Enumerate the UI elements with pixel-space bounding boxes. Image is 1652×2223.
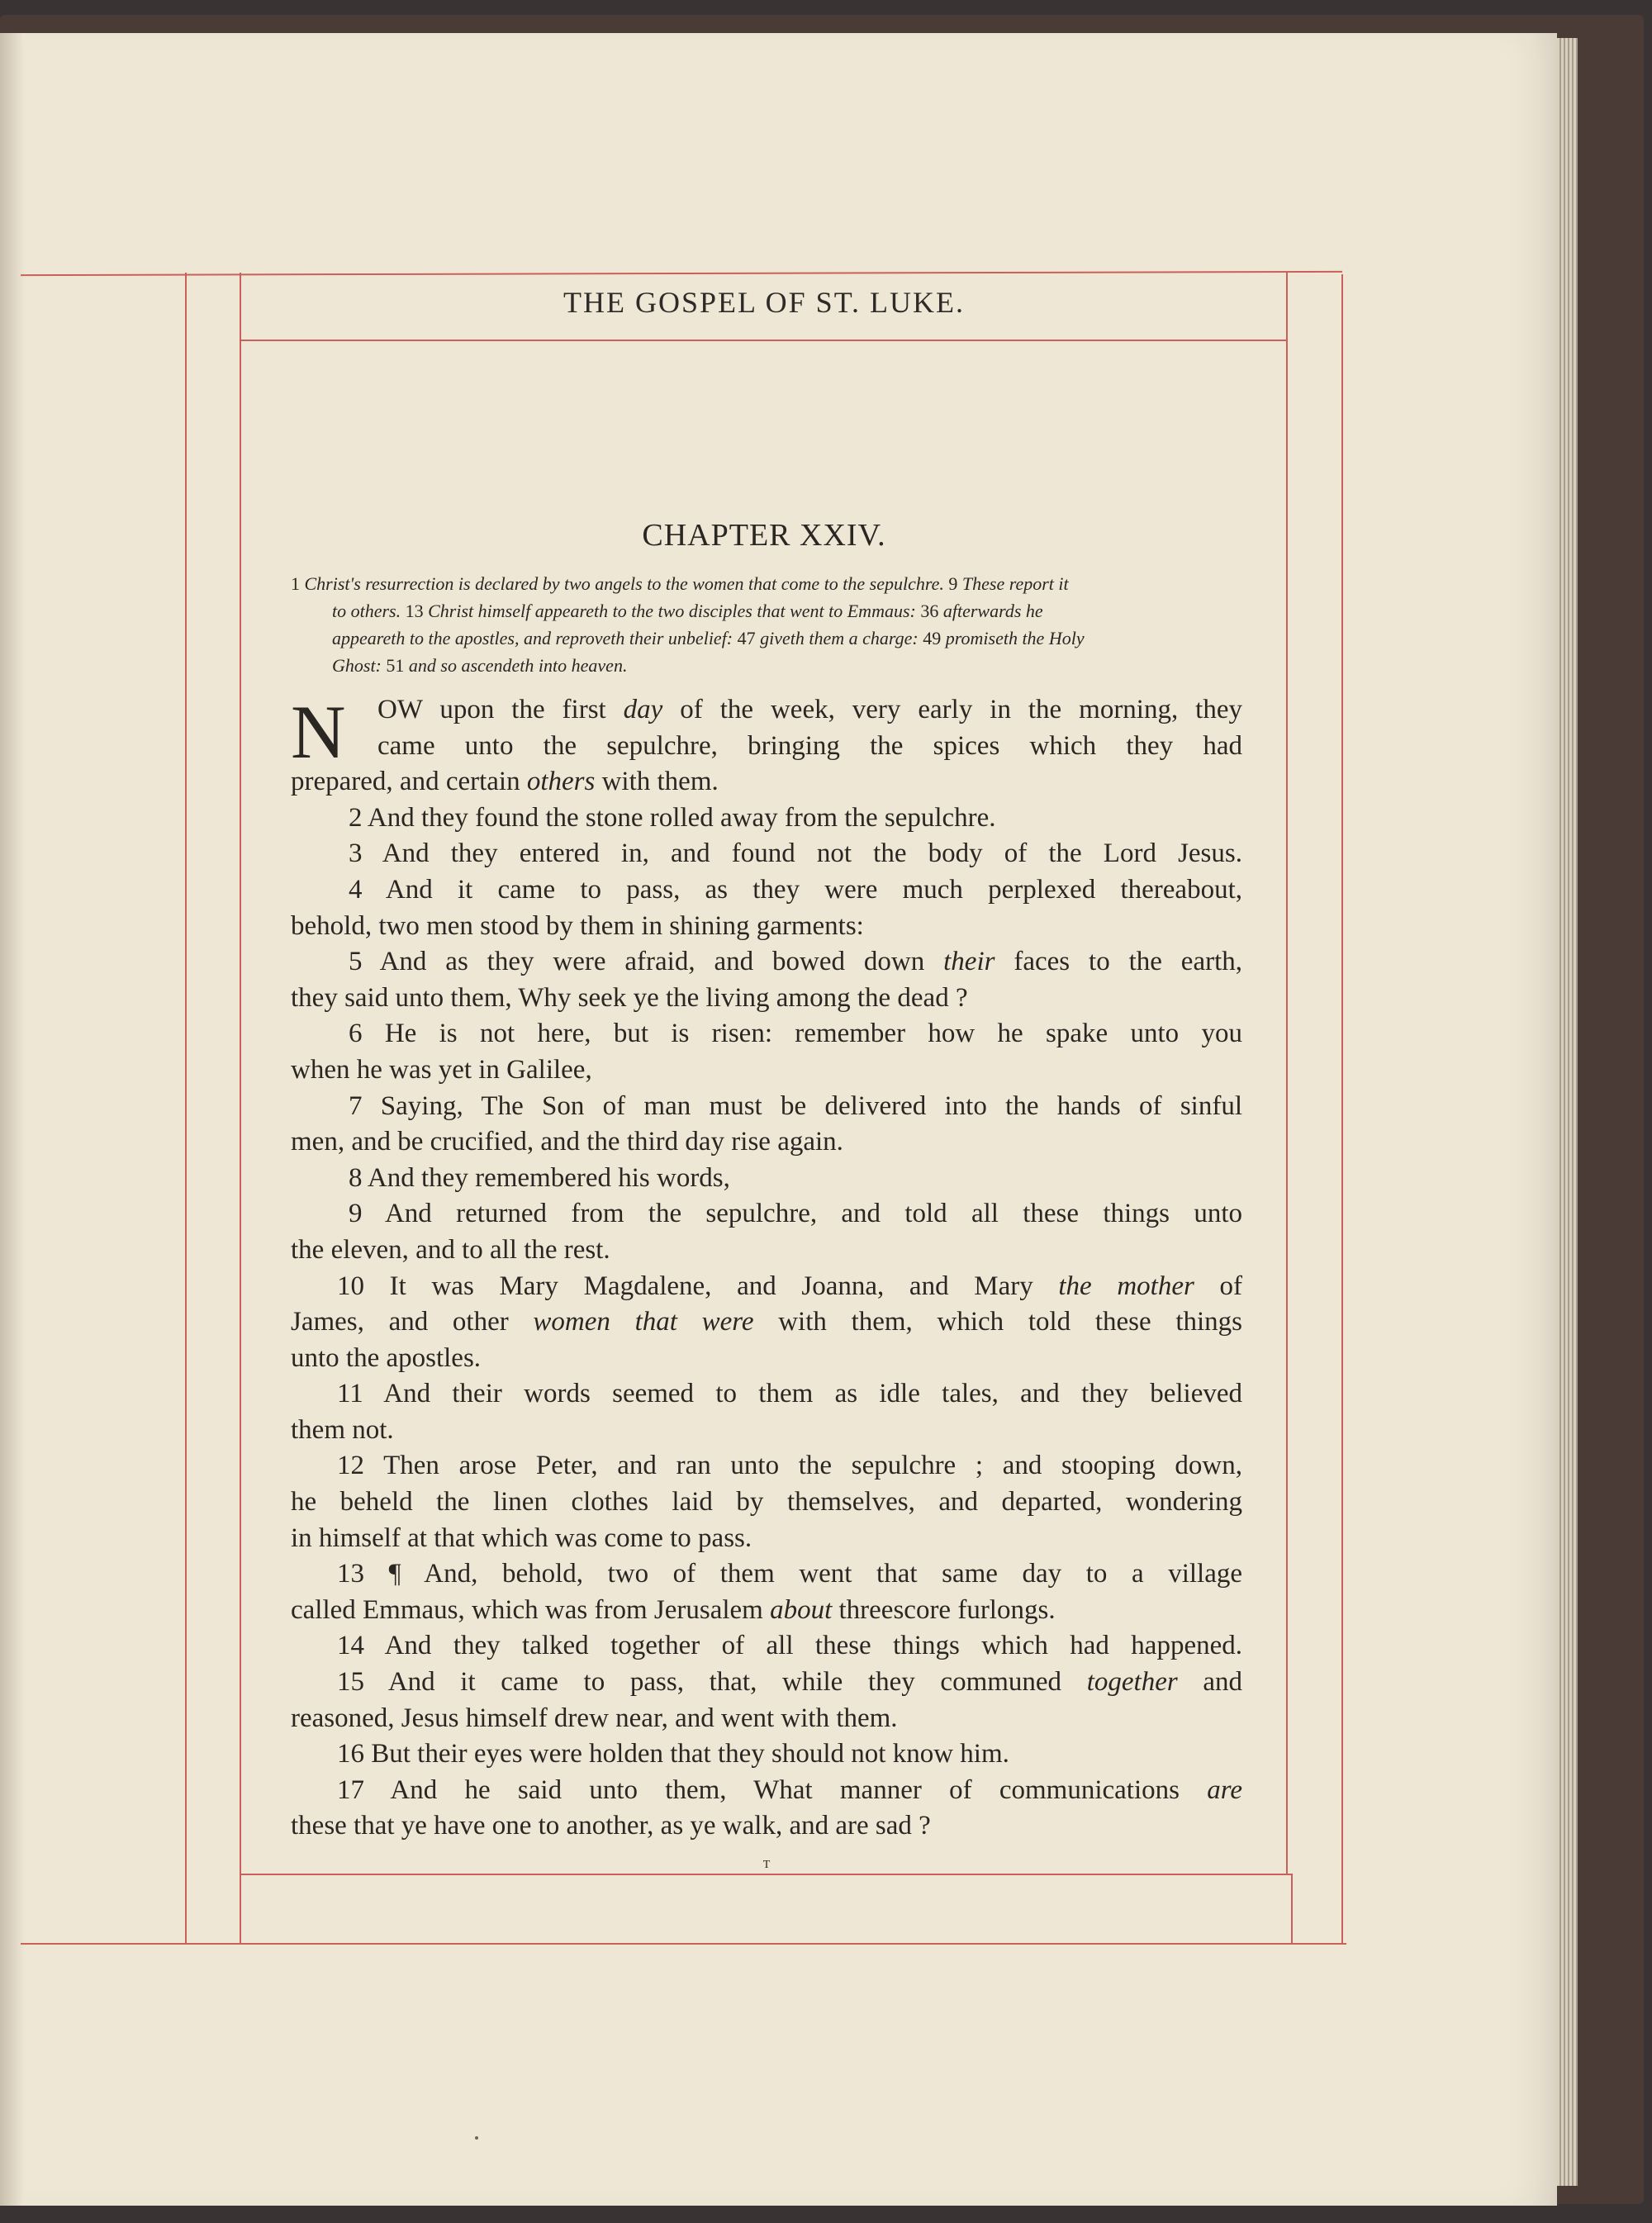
- italic-text: others: [526, 767, 596, 797]
- text: 47: [737, 628, 761, 648]
- verse-line: [291, 1808, 1242, 1845]
- verse-line: [291, 1628, 1242, 1665]
- verse-line: [291, 1701, 1242, 1737]
- text: 49: [923, 628, 946, 648]
- text: 14 And they talked together of all these things which had happened.: [337, 1631, 1242, 1661]
- verse-line: [291, 1376, 1242, 1413]
- italic-text: promiseth the Holy: [945, 628, 1085, 648]
- text: in himself at that which was come to pass.: [291, 1522, 752, 1553]
- text: 16 But their eyes were holden that they should not know him.: [337, 1739, 1009, 1769]
- verse-line: [291, 800, 1242, 837]
- text: 10 It was Mary Magdalene, and Joanna, and Mary: [337, 1271, 1059, 1301]
- verse-line: [291, 729, 1242, 765]
- text: 15 And it came to pass, that, while they communed: [337, 1667, 1087, 1698]
- verse-body: [291, 692, 1242, 1845]
- verse-line: [291, 1341, 1242, 1377]
- chapter-summary: [291, 570, 1241, 679]
- verse-line: [291, 1593, 1242, 1629]
- footer-divider: [241, 1874, 1292, 1875]
- verse-line: [291, 1521, 1242, 1557]
- italic-text: giveth them a charge:: [760, 628, 923, 648]
- text: with them.: [595, 767, 719, 797]
- signature-mark: T: [762, 1859, 771, 1871]
- verse-line: [291, 1665, 1242, 1701]
- text: 5 And as they were afraid, and bowed down: [349, 947, 944, 977]
- text: 3 And they entered in, and found not the body of the Lord Jesus.: [349, 838, 1242, 869]
- border-bottom: [21, 1943, 1346, 1945]
- border-right-outer: [1341, 274, 1343, 1943]
- text: 6 He is not here, but is risen: remember how he spake unto you: [349, 1019, 1242, 1049]
- text: reasoned, Jesus himself drew near, and went with them.: [291, 1703, 898, 1733]
- border-left-outer: [185, 273, 187, 1943]
- summary-line: [291, 570, 1241, 597]
- text: threescore furlongs.: [832, 1594, 1056, 1625]
- text: 13: [405, 601, 429, 621]
- verse-line: [291, 1304, 1242, 1341]
- verse-line: [291, 692, 1242, 729]
- verse-line: [291, 909, 1242, 945]
- verse-line: [291, 1269, 1242, 1305]
- verse-line: [291, 1736, 1242, 1773]
- chapter-title: CHAPTER XXIV.: [642, 518, 886, 553]
- text: came unto the sepulchre, bringing the spices which they had: [377, 730, 1242, 761]
- text: faces to the earth,: [995, 947, 1243, 977]
- verse-line: [291, 1124, 1242, 1161]
- text: 11 And their words seemed to them as idle tales, and they believed: [337, 1379, 1242, 1409]
- verse-line: [291, 764, 1242, 800]
- verse-line: [291, 1773, 1242, 1809]
- verse-line: [291, 1556, 1242, 1593]
- text: 51: [386, 655, 409, 676]
- verse-line: [291, 872, 1242, 909]
- text: with them, which told these things: [753, 1307, 1243, 1337]
- verse-line: [291, 1016, 1242, 1052]
- italic-text: afterwards he: [942, 601, 1043, 621]
- text: 7 Saying, The Son of man must be delivered into the hands of sinful: [349, 1090, 1242, 1121]
- text: they said unto them, Why seek ye the living among the dead ?: [291, 982, 968, 1013]
- italic-text: to others.: [332, 601, 406, 621]
- drop-cap: N: [291, 690, 346, 774]
- text: 17 And he said unto them, What manner of communications: [337, 1774, 1208, 1805]
- text: prepared, and certain: [291, 767, 527, 797]
- running-head: THE GOSPEL OF ST. LUKE.: [563, 286, 965, 319]
- text: unto the apostles.: [291, 1342, 482, 1373]
- text: called Emmaus, which was from Jerusalem: [291, 1594, 771, 1625]
- text: 9 And returned from the sepulchre, and told all these things unto: [349, 1199, 1242, 1229]
- verse-line: [291, 1052, 1242, 1089]
- verse-line: [291, 836, 1242, 872]
- text: 2 And they found the stone rolled away from the sepulchre.: [349, 802, 996, 833]
- italic-text: Christ's resurrection is declared by two angels to the women that come to the sepulchre.: [304, 573, 949, 594]
- text: 1: [291, 573, 305, 594]
- verse-line: [291, 1448, 1242, 1484]
- verse-line: [291, 944, 1242, 981]
- italic-text: appeareth to the apostles, and reproveth their unbelief:: [332, 628, 738, 648]
- text: 4 And it came to pass, as they were much perplexed thereabout,: [349, 874, 1242, 905]
- border-right-inner-lower: [1291, 1874, 1293, 1943]
- speck: [475, 2136, 478, 2140]
- italic-text: and so ascendeth into heaven.: [408, 655, 628, 676]
- spine-curve: [0, 33, 25, 2206]
- text: the eleven, and to all the rest.: [291, 1234, 610, 1265]
- text: 8 And they remembered his words,: [349, 1162, 730, 1193]
- header-divider: [241, 340, 1287, 341]
- text: he beheld the linen clothes laid by themselves, and departed, wondering: [291, 1487, 1242, 1518]
- text: them not.: [291, 1414, 394, 1445]
- text: James, and other: [291, 1307, 534, 1337]
- text: 9: [948, 573, 962, 594]
- italic-text: day: [623, 695, 663, 724]
- italic-text: together: [1086, 1667, 1178, 1698]
- text: and: [1177, 1667, 1243, 1698]
- text: OW upon the first: [377, 695, 624, 724]
- summary-line: [291, 652, 1241, 679]
- italic-text: women that were: [533, 1307, 754, 1337]
- text: 36: [920, 601, 943, 621]
- text: these that ye have one to another, as ye walk, and are sad ?: [291, 1811, 931, 1841]
- text: men, and be crucified, and the third day rise again.: [291, 1127, 843, 1157]
- text: 12 Then arose Peter, and ran unto the sepulchre ; and stooping down,: [337, 1451, 1242, 1481]
- verse-line: [291, 1161, 1242, 1197]
- text: when he was yet in Galilee,: [291, 1054, 592, 1085]
- italic-text: their: [943, 947, 995, 977]
- italic-text: These report it: [961, 573, 1069, 594]
- summary-line: [291, 597, 1241, 625]
- italic-text: the mother: [1058, 1271, 1194, 1301]
- verse-line: [291, 1484, 1242, 1521]
- verse-line: [291, 1413, 1242, 1449]
- verse-line: [291, 981, 1242, 1017]
- text: 13 ¶ And, behold, two of them went that same day to a village: [337, 1559, 1242, 1589]
- italic-text: are: [1207, 1774, 1242, 1805]
- verse-line: [291, 1196, 1242, 1233]
- italic-text: about: [770, 1594, 833, 1625]
- italic-text: Ghost:: [332, 655, 387, 676]
- text: behold, two men stood by them in shining garments:: [291, 910, 864, 941]
- border-right-inner: [1286, 273, 1288, 1874]
- text: of: [1194, 1271, 1242, 1301]
- text: of the week, very early in the morning, they: [662, 695, 1242, 724]
- verse-line: [291, 1233, 1242, 1269]
- summary-line: [291, 625, 1241, 652]
- verse-line: [291, 1089, 1242, 1125]
- italic-text: Christ himself appeareth to the two disciples that went to Emmaus:: [428, 601, 921, 621]
